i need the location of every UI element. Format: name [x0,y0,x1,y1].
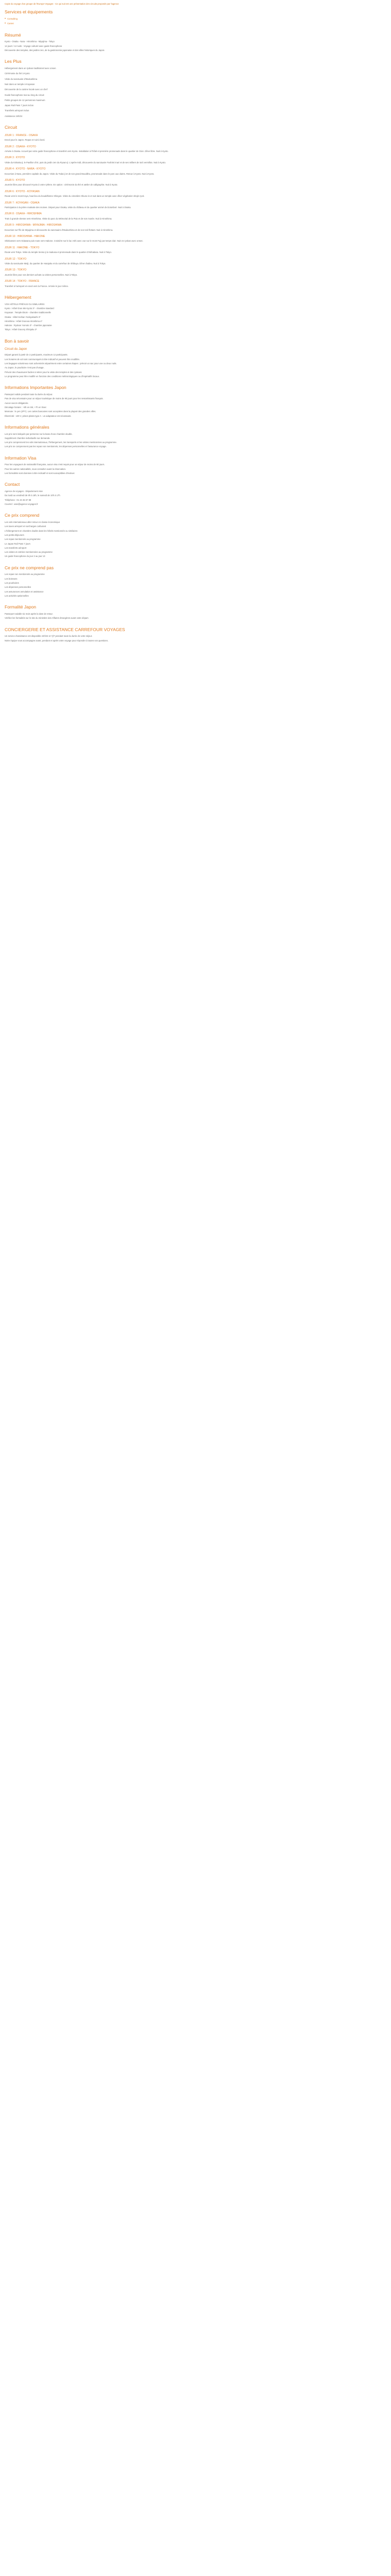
text-line: Koyasan : Temple Ekoin - chambre traditionnelle [5,311,51,314]
text-line: Décalage horaire : +8h en été, +7h en hiver. [5,405,47,409]
text-line: Les pourboires [5,582,19,585]
text-line: L'hébergement en chambre double dans les hôtels mentionnés ou similaires [5,529,78,532]
section-title: Contact [5,482,20,487]
day-text: Journée libre pour vos derniers achats ou visites personnelles. Nuit à Tokyo. [5,273,78,276]
section-title: Résumé [5,32,21,38]
day-block [5,167,386,176]
text-line: Les prix comprennent les vols internationaux, l'hébergement, les transports et les visites mentionnées au programme. [5,441,117,444]
day-text: Excursion sur l'île de Miyajima et découverte du sanctuaire d'Itsukushima et de son torii flottant. Nuit à Hiroshima. [5,228,113,231]
day-block [5,224,386,232]
day-block [5,235,386,243]
highlight-item: Guide francophone tout au long du circuit [5,93,44,96]
text-line: Les bagages volumineux sont acheminés séparément entre certaines étapes : prévoir un sac pour une ou deux nuits. [5,362,117,365]
text-line: Courriel : asie@agence-voyages.fr [5,503,38,506]
day-text: Visite du Kinkaku-ji, le Pavillon d'Or, puis du jardin zen du Ryoan-ji. L'après-midi, découverte du sanctuaire Fushimi Inari et de ses milliers de torii vermillon. Nuit à Kyoto. [5,161,166,164]
day-block [5,258,386,266]
text-line: Pas de visa nécessaire pour un séjour touristique de moins de 90 jours pour les ressortissants français. [5,397,104,400]
day-block [5,145,386,154]
day-title: JOUR 7 : KOYASAN - OSAKA [5,201,40,205]
section-title: Informations Importantes Japon [5,385,67,391]
text-line: Un guide francophone du jour 2 au jour 13 [5,555,45,558]
text-line: Les prix ne comprennent pas les repas non mentionnés, les dépenses personnelles et l'assurance voyage. [5,445,107,448]
text-line: Le Japan Rail Pass 7 jours [5,542,30,545]
day-text: Arrivée à Osaka. Accueil par votre guide francophone et transfert vers Kyoto. Installation à l'hôtel et première promenade dans le quartier de Gion. Dîner libre. Nuit à Kyoto. [5,150,169,153]
text-line: Supplément chambre individuelle sur demande. [5,436,51,439]
day-title: JOUR 4 : KYOTO - NARA - KYOTO [5,167,46,171]
text-line: Hiroshima : Hôtel Granvia Hiroshima 4* [5,319,43,323]
text-line: Téléphone : 01 23 45 67 89 [5,498,31,501]
intro-text: Copie du voyage d'un groupe de l'Europe-Voyages - Ce qui suit est une présentation des circuits proposés par l'agence [5,3,119,5]
section [5,384,386,418]
day-text: Envol pour le Japon. Repas et nuit à bord. [5,139,45,142]
highlight-item: Visite du sanctuaire d'Itsukushima [5,77,38,80]
highlight-item: Hébergement dans un ryokan traditionnel avec onsen [5,67,56,70]
text-line: Au Japon, le pourboire n'est pas d'usage. [5,366,44,369]
bullet-label: Carnet [7,22,14,25]
day-title: JOUR 5 : KYOTO [5,178,25,182]
text-line: Prévoir des chaussures faciles à retirer pour la visite des temples et des ryokans. [5,370,83,374]
section-title: Informations générales [5,424,50,430]
day-text: Train à grande vitesse vers Hiroshima. Visite du parc du Mémorial de la Paix et de son musée. Nuit à Hiroshima. [5,217,112,220]
section [5,32,386,53]
day-title: JOUR 12 : TOKYO [5,257,27,261]
day-block [5,246,386,255]
section-title: CONCIERGERIE ET ASSISTANCE CARREFOUR VOYAGES [5,626,125,632]
day-block [5,190,386,198]
text-line: Les assurances annulation et assistance [5,590,44,593]
text-line: Monnaie : le yen (JPY). Les cartes bancaires sont acceptées dans la plupart des grandes villes. [5,410,96,413]
day-text: Participation à la prière matinale des moines. Départ pour Osaka, visite du château et du quartier animé de Dotonbori. Nuit à Osaka. [5,206,132,209]
text-line: Pour les autres nationalités, nous consulter avant la réservation. [5,467,66,470]
day-title: JOUR 1 : FRANCE - OSAKA [5,133,38,137]
text-line: Notre équipe vous accompagne avant, pendant et après votre voyage pour répondre à toutes vos questions. [5,639,108,642]
day-title: JOUR 8 : OSAKA - HIROSHIMA [5,212,42,216]
text-line: Vérifiez les formalités sur le site du ministère des Affaires étrangères avant votre départ. [5,617,89,620]
day-text: Visite du sanctuaire Meiji, du quartier de Harajuku et du carrefour de Shibuya. Dîner d'adieu. Nuit à Tokyo. [5,262,106,265]
day-text: Route vers Tokyo. Visite du temple Senso-ji à Asakusa et promenade dans le quartier d'Akihabara. Nuit à Tokyo. [5,251,112,254]
section [5,424,386,449]
day-block [5,179,386,187]
section [5,338,386,379]
text-line: Aucun vaccin obligatoire. [5,401,29,404]
highlight-item: Découverte de la cuisine locale avec un chef [5,88,47,91]
section [5,565,386,598]
section [5,512,386,558]
section [5,626,386,642]
day-title: JOUR 14 : TOKYO - FRANCE [5,280,40,283]
section [5,9,386,25]
section [5,455,386,476]
text-line: Les activités optionnelles [5,594,29,597]
bullet-label: Consulting [7,18,18,21]
text-line: Les prix sont indiqués par personne sur la base d'une chambre double. [5,432,73,435]
day-block [5,134,386,142]
text-line: Départ garanti à partir de 2 participants, maximum 12 participants. [5,353,68,357]
text-line: Passeport valable six mois après la date de retour. [5,613,53,616]
section-title: Ce prix comprend [5,513,40,518]
section-title: Formalité Japon [5,604,36,610]
text-line: VOS HÔTELS PRÉVUS OU SIMILAIRES [5,302,45,306]
day-block [5,280,386,288]
day-title: JOUR 13 : TOKYO [5,268,27,272]
highlight-item: Cérémonie du thé à Kyoto [5,72,30,75]
section-title: Hébergement [5,294,31,300]
text-line: Électricité : 100 V, prises plates type A - un adaptateur est nécessaire. [5,414,72,417]
text-line: Les repas mentionnés au programme [5,538,41,541]
day-text: Journée libre pour découvrir Kyoto à votre rythme. En option : cérémonie du thé et atelier de calligraphie. Nuit à Kyoto. [5,183,118,187]
section-title: Circuit [5,125,18,130]
day-title: JOUR 3 : KYOTO [5,156,25,160]
text-line: Les vols internationaux aller-retour en classe économique [5,521,60,524]
day-block [5,212,386,221]
bullet-item[interactable] [5,18,386,21]
day-block [5,201,386,210]
bullet-icon: • [5,22,6,26]
section-title: Bon à savoir [5,338,29,344]
text-line: Les visites et entrées mentionnées au programme [5,551,53,554]
text-line: Les formalités sont données à titre indicatif et sont susceptibles d'évoluer. [5,472,75,475]
day-text: Excursion à Nara, première capitale du Japon. Visite du Todai-ji et de son grand Bouddha, promenade dans le parc aux daims. Retour à Kyoto. Nuit à Kyoto. [5,172,155,175]
text-line: Pour les voyageurs de nationalité française, aucun visa n'est requis pour un séjour de moins de 90 jours. [5,463,105,466]
highlight-item: Petits groupes de 12 personnes maximum [5,98,45,101]
section [5,481,386,506]
text-line: Le programme peut être modifié en fonction des conditions météorologiques ou d'impératifs locaux. [5,375,100,378]
section-title: Les Plus [5,59,22,64]
day-title: JOUR 9 : HIROSHIMA - MIYAJIMA - HIROSHIMA [5,224,62,227]
text-line: Hakone : Ryokan Yumoto 3* - chambre japonaise [5,324,52,327]
section [5,124,386,288]
text-line: Kyoto : Hôtel Gran Ms Kyoto 3* - chambre standard [5,307,54,310]
day-block [5,268,386,277]
bullet-item[interactable] [5,22,386,25]
section-title: Services et équipements [5,9,53,15]
text-line: Un service d'assistance est disponible 24h/24 et 7j/7 pendant toute la durée de votre séjour. [5,635,93,638]
section-subtitle: Circuit du Japon [5,348,27,351]
highlight-item: Assistance 24h/24 [5,114,23,117]
page [0,0,391,655]
day-text: Shinkansen vers Odawara puis route vers Hakone. Croisière sur le lac Ashi avec vue sur le mont Fuji par temps clair. Nuit en ryokan avec onsen. [5,240,143,243]
text-line: Les horaires de vol sont communiqués à titre indicatif et peuvent être modifiés. [5,358,80,361]
bullet-icon: • [5,18,6,21]
section-title: Ce prix ne comprend pas [5,565,54,570]
text-line: Les repas non mentionnés au programme [5,573,45,576]
day-text: Route vers le mont Koya, haut lieu du bouddhisme Shingon. Visite du cimetière Okuno-in et nuit dans un temple avec dîner végétarien shojin ryori. [5,195,145,198]
text-line: Osaka : Hôtel Keihan Yodoyabashi 3* [5,315,41,318]
text-line: Les taxes aéroport et surcharges carburant [5,525,46,528]
day-title: JOUR 2 : OSAKA - KYOTO [5,145,36,148]
highlight-item: Japan Rail Pass 7 jours inclus [5,104,34,107]
day-title: JOUR 10 : HIROSHIMA - HAKONE [5,234,45,238]
highlight-item: Transferts aéroport inclus [5,109,29,112]
text-line: Du lundi au vendredi de 9h à 18h, le samedi de 10h à 17h [5,494,60,497]
day-block [5,156,386,164]
section [5,58,386,118]
section [5,604,386,620]
highlight-item: Nuit dans un temple à Koyasan [5,82,35,86]
day-title: JOUR 11 : HAKONE - TOKYO [5,246,40,249]
text-line: Les boissons [5,577,18,580]
section [5,294,386,332]
text-line: Tokyo : Hôtel Gracery Shinjuku 3* [5,328,37,331]
day-text: Transfert à l'aéroport et envol vers la France. Arrivée le jour même. [5,284,69,287]
section-title: Information Visa [5,455,37,461]
text-line: Agence de voyages - Département Asie [5,490,43,493]
text-line: Les dépenses personnelles [5,586,31,589]
text-line: 14 jours / 12 nuits - Voyage culturel avec guide francophone [5,44,62,47]
text-line: Passeport valide pendant toute la durée du séjour. [5,393,53,396]
text-line: Découverte des temples, des jardins zen, de la gastronomie japonaise et des villes historiques du Japon. [5,48,105,52]
day-title: JOUR 6 : KYOTO - KOYASAN [5,190,40,193]
text-line: Les petits-déjeuners [5,533,24,536]
text-line: Kyoto - Osaka - Nara - Hiroshima - Miyajima - Tokyo [5,40,55,43]
text-line: Les transferts aéroport [5,546,27,549]
